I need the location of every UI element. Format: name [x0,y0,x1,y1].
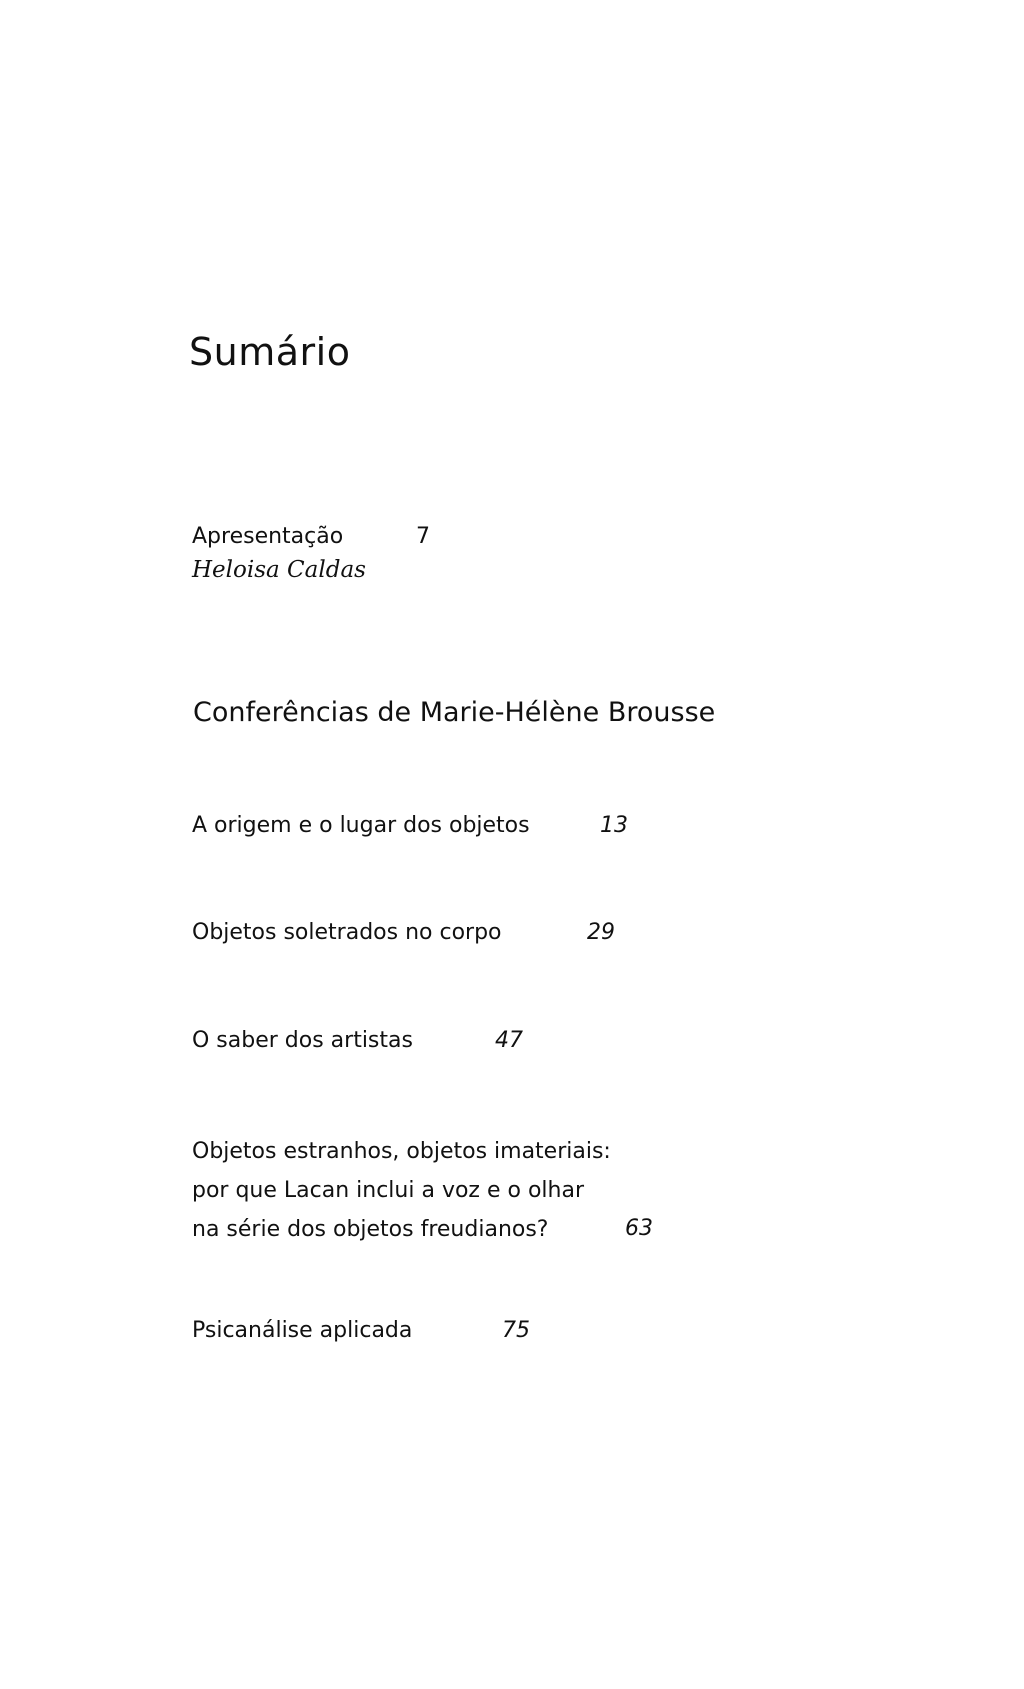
entry-title: Apresentação [192,524,344,549]
entry-title-line: Objetos estranhos, objetos imateriais: [192,1139,611,1164]
section-heading: Conferências de Marie-Hélène Brousse [193,697,716,728]
entry-title [192,1132,611,1249]
entry-page-number: 63 [625,1216,653,1241]
entry-title-line: na série dos objetos freudianos? [192,1217,549,1242]
entry-page-number: 29 [587,920,615,945]
entry-page-number: 75 [502,1318,530,1343]
entry-author: Heloisa Caldas [192,557,366,583]
entry-title: Psicanálise aplicada [192,1318,413,1343]
entry-title: A origem e o lugar dos objetos [192,813,530,838]
entry-title: Objetos soletrados no corpo [192,920,502,945]
entry-page-number: 7 [416,524,430,549]
entry-title-line: por que Lacan inclui a voz e o olhar [192,1178,584,1203]
entry-title: O saber dos artistas [192,1028,413,1053]
entry-page-number: 47 [495,1028,523,1053]
entry-page-number: 13 [600,813,628,838]
page-title: Sumário [189,330,351,374]
